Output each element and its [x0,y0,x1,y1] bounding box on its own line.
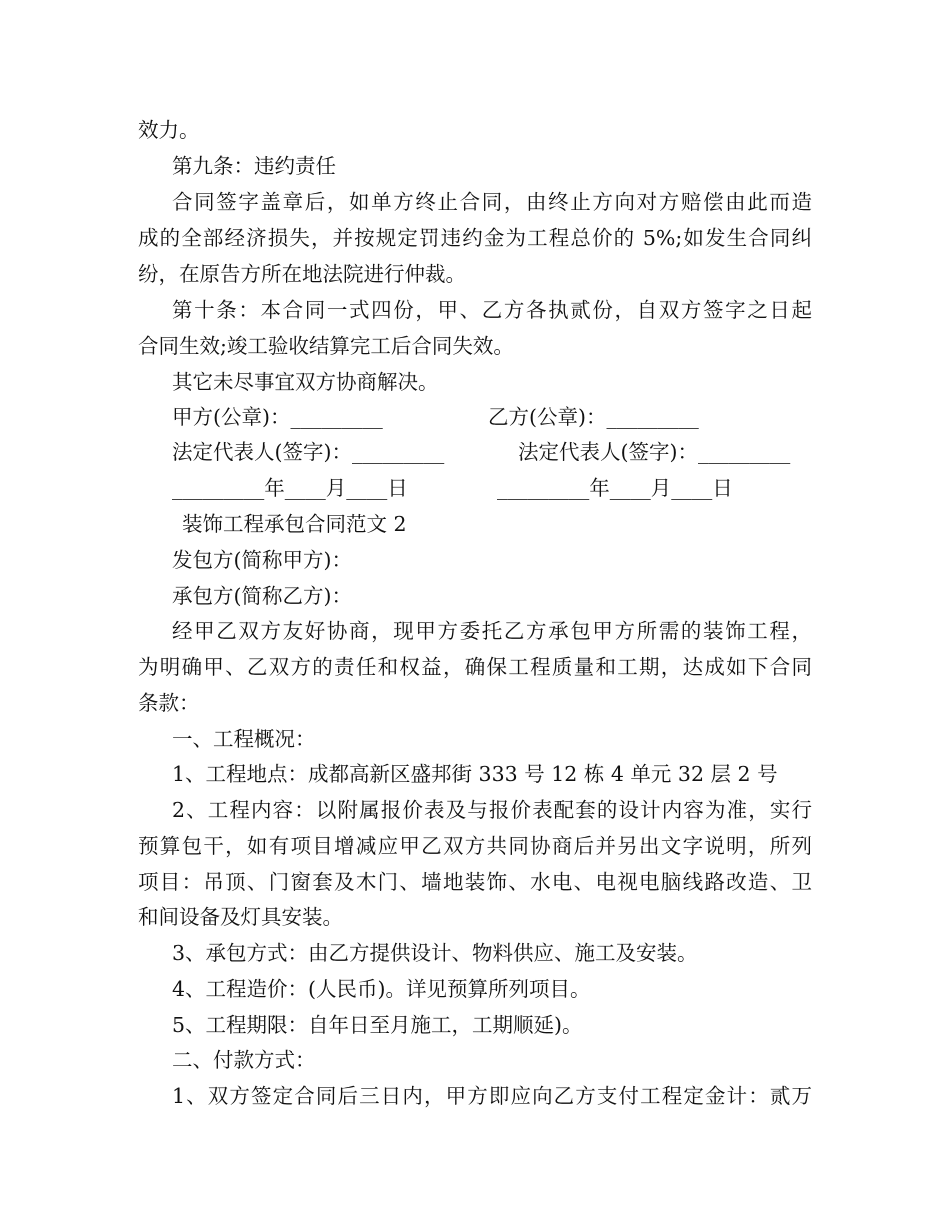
party-a-seal: 甲方(公章)：_________ [172,405,383,429]
text-line: 纷，在原告方所在地法院进行仲裁。 [138,262,466,286]
section-title: 装饰工程承包合同范文 2 [182,512,407,536]
clause-heading: 第九条：违约责任 [172,154,336,178]
party-a-representative: 法定代表人(签字)：_________ [172,440,445,464]
text-line: 发包方(简称甲方)： [172,548,352,572]
party-b-representative: 法定代表人(签字)：_________ [518,440,791,464]
text-line: 合同生效;竣工验收结算完工后合同失效。 [138,334,514,358]
text-line: 1、双方签定合同后三日内，甲方即应向乙方支付工程定金计：贰万 [172,1084,812,1108]
text-line: 成的全部经济损失，并按规定罚违约金为工程总价的 5%;如发生合同纠 [138,226,812,250]
text-line: 其它未尽事宜双方协商解决。 [172,370,439,394]
subsection-heading: 一、工程概况： [172,727,316,751]
text-line: 为明确甲、乙双方的责任和权益，确保工程质量和工期，达成如下合同 [138,655,812,679]
text-line: 项目：吊顶、门窗套及木门、墙地装饰、水电、电视电脑线路改造、卫 [138,870,812,894]
party-b-date: _________年____月____日 [497,476,733,500]
text-line: 和间设备及灯具安装。 [138,905,343,929]
text-line: 第十条：本合同一式四份，甲、乙方各执贰份，自双方签字之日起 [172,298,812,322]
text-line: 2、工程内容：以附属报价表及与报价表配套的设计内容为准，实行 [172,798,812,822]
text-line: 合同签字盖章后，如单方终止合同，由终止方向对方赔偿由此而造 [172,190,812,214]
text-line: 3、承包方式：由乙方提供设计、物料供应、施工及安装。 [172,941,698,965]
text-line: 预算包干，如有项目增减应甲乙双方共同协商后并另出文字说明，所列 [138,834,812,858]
text-line: 条款： [138,691,200,715]
text-line: 承包方(简称乙方)： [172,584,352,608]
party-b-seal: 乙方(公章)：_________ [488,405,699,429]
text-line: 1、工程地点：成都高新区盛邦街 333 号 12 栋 4 单元 32 层 2 号 [172,762,778,786]
text-line: 效力。 [138,118,200,142]
text-line: 5、工程期限：自年日至月施工，工期顺延)。 [172,1013,583,1037]
text-line: 经甲乙双方友好协商，现甲方委托乙方承包甲方所需的装饰工程， [172,619,812,643]
party-a-date: _________年____月____日 [172,476,408,500]
subsection-heading: 二、付款方式： [172,1048,316,1072]
text-line: 4、工程造价：(人民币)。详见预算所列项目。 [172,977,591,1001]
